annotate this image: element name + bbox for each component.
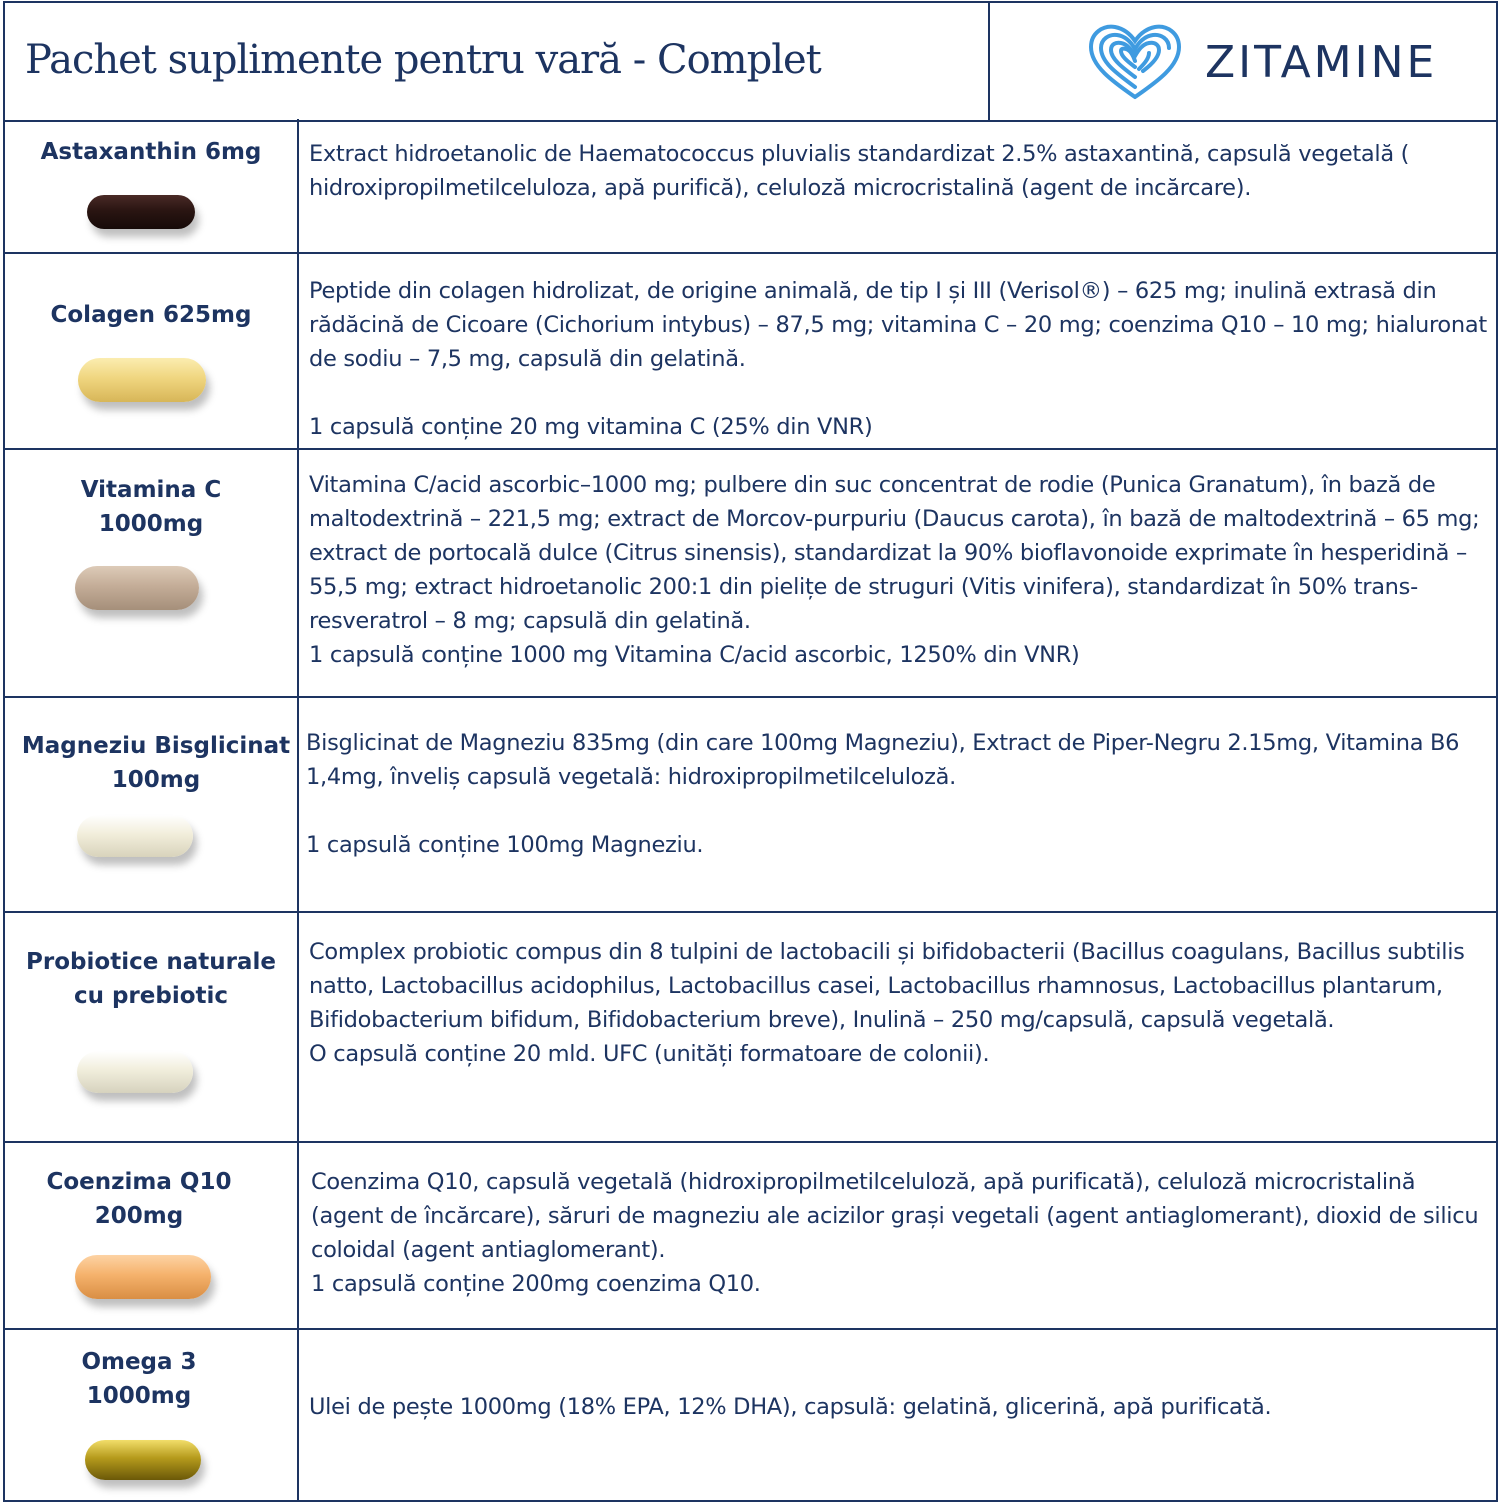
brand-logo: [1085, 23, 1485, 103]
product-description: [309, 1390, 1489, 1424]
document-frame: [3, 1, 1498, 1502]
header-divider: [988, 3, 990, 120]
description-paragraph: Ulei de pește 1000mg (18% EPA, 12% DHA), capsulă: gelatină, glicerină, apă purificată.: [309, 1394, 1272, 1420]
product-name: Coenzima Q10 200mg: [46, 1169, 232, 1229]
fingerprint-heart-icon: [1085, 23, 1185, 103]
capsule-image: [77, 1051, 193, 1093]
description-paragraph: Peptide din colagen hidrolizat, de origine animală, de tip I și III (Verisol®) – 625 mg; inulină extrasă din rădăcină de Cicoare (Cichorium intybus) – 87,5 mg; vitamina C – 20 mg; coenzima Q10 – 10 mg; hialuronat de sodiu – 7,5 mg, capsulă din gelatină.: [309, 278, 1487, 372]
capsule-image: [87, 195, 195, 229]
product-description: [306, 726, 1486, 862]
description-paragraph: 1 capsulă conține 20 mg vitamina C (25% din VNR): [309, 414, 873, 440]
header: [5, 3, 1496, 122]
description-paragraph: 1 capsulă conține 200mg coenzima Q10.: [311, 1271, 761, 1297]
description-paragraph: 1 capsulă conține 1000 mg Vitamina C/acid ascorbic, 1250% din VNR): [309, 642, 1080, 668]
description-paragraph: 1 capsulă conține 100mg Magneziu.: [306, 832, 704, 858]
product-description: [311, 1165, 1491, 1301]
page-title: Pachet suplimente pentru vară - Complet: [25, 37, 821, 83]
product-description: [309, 468, 1489, 672]
product-row: [5, 450, 1496, 698]
product-description: [309, 137, 1489, 205]
product-name: Probiotice naturale cu prebiotic: [26, 949, 276, 1009]
product-row: [5, 254, 1496, 450]
product-row: [5, 913, 1496, 1143]
capsule-image: [75, 1255, 211, 1299]
product-name: Colagen 625mg: [50, 302, 252, 328]
brand-name: ZITAMINE: [1205, 37, 1438, 88]
capsule-image: [78, 358, 206, 402]
description-paragraph: Extract hidroetanolic de Haematococcus pluvialis standardizat 2.5% astaxantină, capsulă vegetală ( hidroxipropilmetilceluloza, apă purifică), celuloză microcristalină (agent de incărcare).: [309, 141, 1410, 201]
capsule-image: [75, 566, 199, 610]
description-paragraph: O capsulă conține 20 mld. UFC (unități formatoare de colonii).: [309, 1041, 990, 1067]
description-paragraph: Bisglicinat de Magneziu 835mg (din care 100mg Magneziu), Extract de Piper-Negru 2.15mg, Vitamina B6 1,4mg, înveliș capsulă vegetală: hidroxipropilmetilceluloză.: [306, 730, 1460, 790]
product-name: Omega 3 1000mg: [81, 1349, 197, 1409]
product-name: Astaxanthin 6mg: [40, 139, 262, 165]
product-description: [309, 935, 1489, 1071]
product-row: [5, 1330, 1496, 1502]
description-paragraph: Coenzima Q10, capsulă vegetală (hidroxipropilmetilceluloză, apă purificată), celuloză microcristalină (agent de încărcare), săruri de magneziu ale acizilor grași vegetali (agent antiaglomerant), dioxid de silicu coloidal (agent antiaglomerant).: [311, 1169, 1479, 1263]
capsule-image: [85, 1440, 201, 1480]
product-row: [5, 120, 1496, 254]
product-name: Magneziu Bisglicinat 100mg: [21, 733, 291, 793]
product-description: [309, 274, 1489, 444]
description-paragraph: Complex probiotic compus din 8 tulpini de lactobacili și bifidobacterii (Bacillus coagulans, Bacillus subtilis natto, Lactobacillus acidophilus, Lactobacillus casei, Lactobacillus rhamnosus, Lactobacillus plantarum, Bifidobacterium bifidum, Bifidobacterium breve), Inulină – 250 mg/capsulă, capsulă vegetală.: [309, 939, 1465, 1033]
product-row: [5, 1143, 1496, 1330]
product-name: Vitamina C 1000mg: [80, 477, 222, 537]
description-paragraph: Vitamina C/acid ascorbic–1000 mg; pulbere din suc concentrat de rodie (Punica Granatum), în bază de maltodextrină – 221,5 mg; extract de Morcov-purpuriu (Daucus carota), în bază de maltodextrină – 65 mg; extract de portocală dulce (Citrus sinensis), standardizat la 90% bioflavonoide exprimate în hesperidină – 55,5 mg; extract hidroetanolic 200:1 din pielițe de struguri (Vitis vinifera), standardizat în 50% trans-resveratrol – 8 mg; capsulă din gelatină.: [309, 472, 1480, 634]
product-row: [5, 698, 1496, 913]
capsule-image: [77, 815, 193, 857]
